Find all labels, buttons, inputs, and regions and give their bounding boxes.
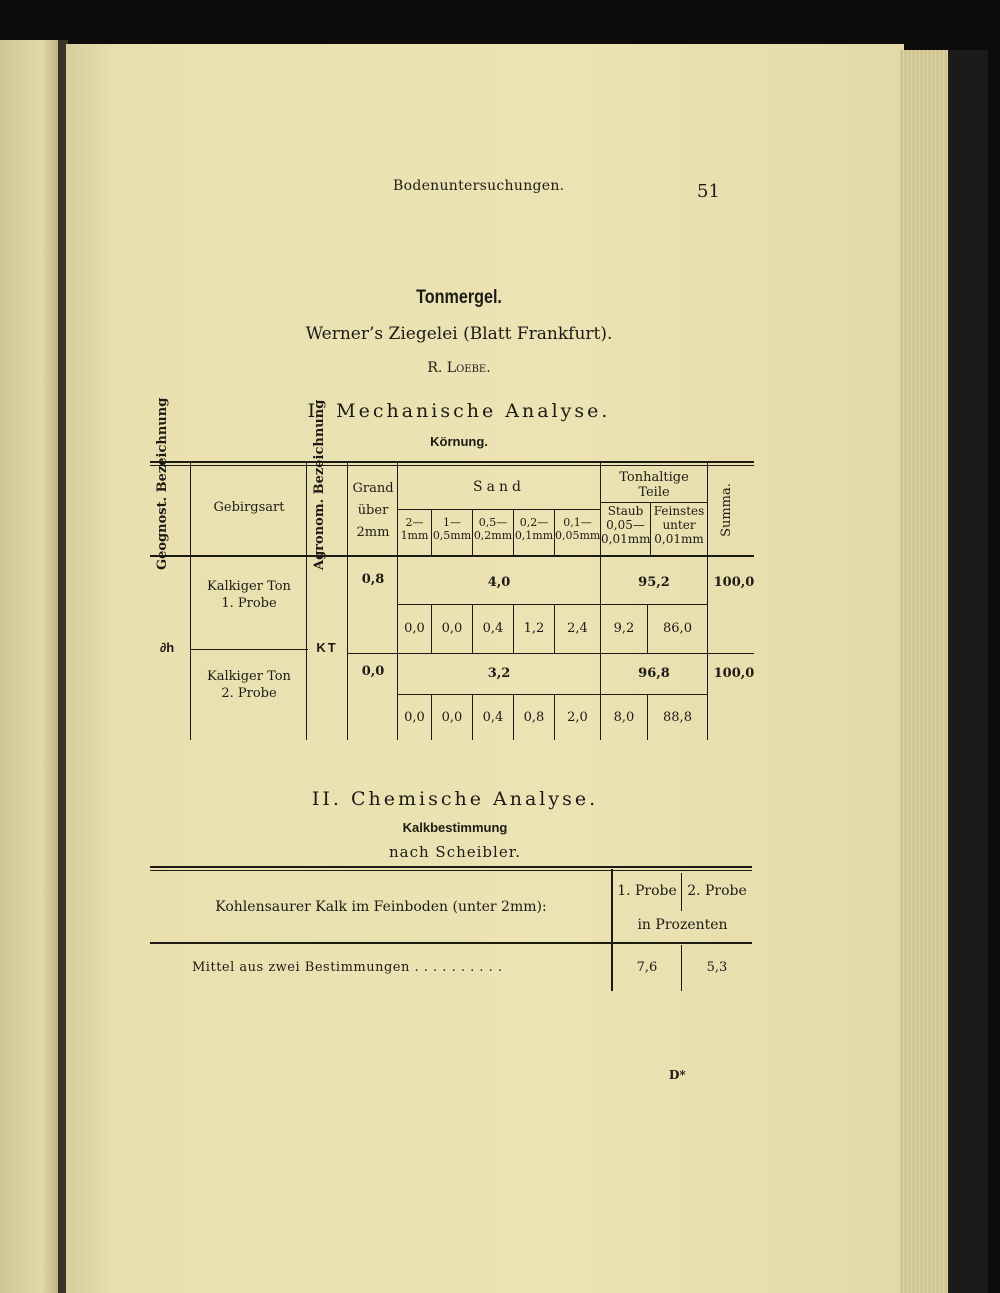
signature-mark: D* xyxy=(669,1068,686,1082)
section-mechanical-subheading: Körnung. xyxy=(430,434,488,449)
header-gebirgsart: Gebirgsart xyxy=(213,500,285,515)
header-tonhaltige: Tonhaltige Teile xyxy=(619,470,689,500)
section-mechanical-heading: I. Mechanische Analyse. xyxy=(307,400,611,422)
document-title: Tonmergel. xyxy=(416,287,502,308)
header-sand-col-3: 0,5— 0,2mm xyxy=(473,516,513,542)
row1-summa: 100,0 xyxy=(713,575,755,590)
row2-gebirgsart: Kalkiger Ton 2. Probe xyxy=(207,669,291,701)
header-sand: Sand xyxy=(473,479,525,495)
row1-sand-1: 0,0 xyxy=(404,621,425,636)
chem-col-probe-1: 1. Probe xyxy=(617,883,677,899)
document-subtitle: Werner’s Ziegelei (Blatt Frankfurt). xyxy=(305,324,613,344)
header-sand-col-2: 1— 0,5mm xyxy=(432,516,472,542)
geognost-symbol: ∂h xyxy=(159,640,175,655)
chem-value-probe-2: 5,3 xyxy=(706,960,728,975)
page-number: 51 xyxy=(697,181,720,202)
method-note: nach Scheibler. xyxy=(388,843,521,861)
row1-sand-3: 0,4 xyxy=(482,621,504,636)
section-chemical-heading: II. Chemische Analyse. xyxy=(311,788,599,810)
row2-sand-3: 0,4 xyxy=(482,710,504,725)
author: R. Loebe. xyxy=(427,360,491,376)
chem-mean-label: Mittel aus zwei Bestimmungen . . . . . . . . . . xyxy=(192,960,503,975)
header-sand-col-5: 0,1— 0,05mm xyxy=(555,516,601,542)
row1-grand: 0,8 xyxy=(361,572,385,587)
page-stack-edges xyxy=(900,50,950,1293)
row2-sand-2: 0,0 xyxy=(441,710,463,725)
agronom-symbol: KT xyxy=(316,640,338,655)
chem-value-probe-1: 7,6 xyxy=(636,960,658,975)
book-cover xyxy=(948,50,988,1293)
header-sand-col-1: 2— 1mm xyxy=(400,516,429,542)
chem-row-label: Kohlensaurer Kalk im Feinboden (unter 2mm): xyxy=(215,899,547,915)
row2-staub: 8,0 xyxy=(613,710,635,725)
row2-ton-total: 96,8 xyxy=(638,666,670,681)
running-header: Bodenuntersuchungen. xyxy=(393,178,565,194)
header-staub: Staub 0,05— 0,01mm xyxy=(601,504,651,546)
chem-col-probe-2: 2. Probe xyxy=(687,883,747,899)
row2-sand-4: 0,8 xyxy=(523,710,545,725)
row2-sand-total: 3,2 xyxy=(487,666,511,681)
chem-unit: in Prozenten xyxy=(637,917,728,933)
row1-sand-total: 4,0 xyxy=(487,575,511,590)
header-summa: Summa. xyxy=(719,483,734,537)
row1-sand-5: 2,4 xyxy=(567,621,588,636)
header-feinstes: Feinstes unter 0,01mm xyxy=(653,504,705,546)
row1-staub: 9,2 xyxy=(613,621,635,636)
row1-feinstes: 86,0 xyxy=(663,621,692,636)
header-sand-col-4: 0,2— 0,1mm xyxy=(514,516,554,542)
section-chemical-subheading: Kalkbestimmung xyxy=(402,820,508,835)
header-grand: Grand über 2mm xyxy=(352,481,394,540)
row2-summa: 100,0 xyxy=(713,666,755,681)
previous-page-edge xyxy=(0,40,60,1293)
row2-grand: 0,0 xyxy=(361,664,385,679)
row2-sand-5: 2,0 xyxy=(567,710,588,725)
header-geognost: Geognost. Bezeichnung xyxy=(155,397,170,570)
row2-feinstes: 88,8 xyxy=(663,710,692,725)
row1-sand-2: 0,0 xyxy=(441,621,463,636)
row2-sand-1: 0,0 xyxy=(404,710,425,725)
row1-ton-total: 95,2 xyxy=(638,575,670,590)
row1-sand-4: 1,2 xyxy=(523,621,545,636)
row1-gebirgsart: Kalkiger Ton 1. Probe xyxy=(207,579,291,611)
header-agronom: Agronom. Bezeichnung xyxy=(312,399,327,570)
